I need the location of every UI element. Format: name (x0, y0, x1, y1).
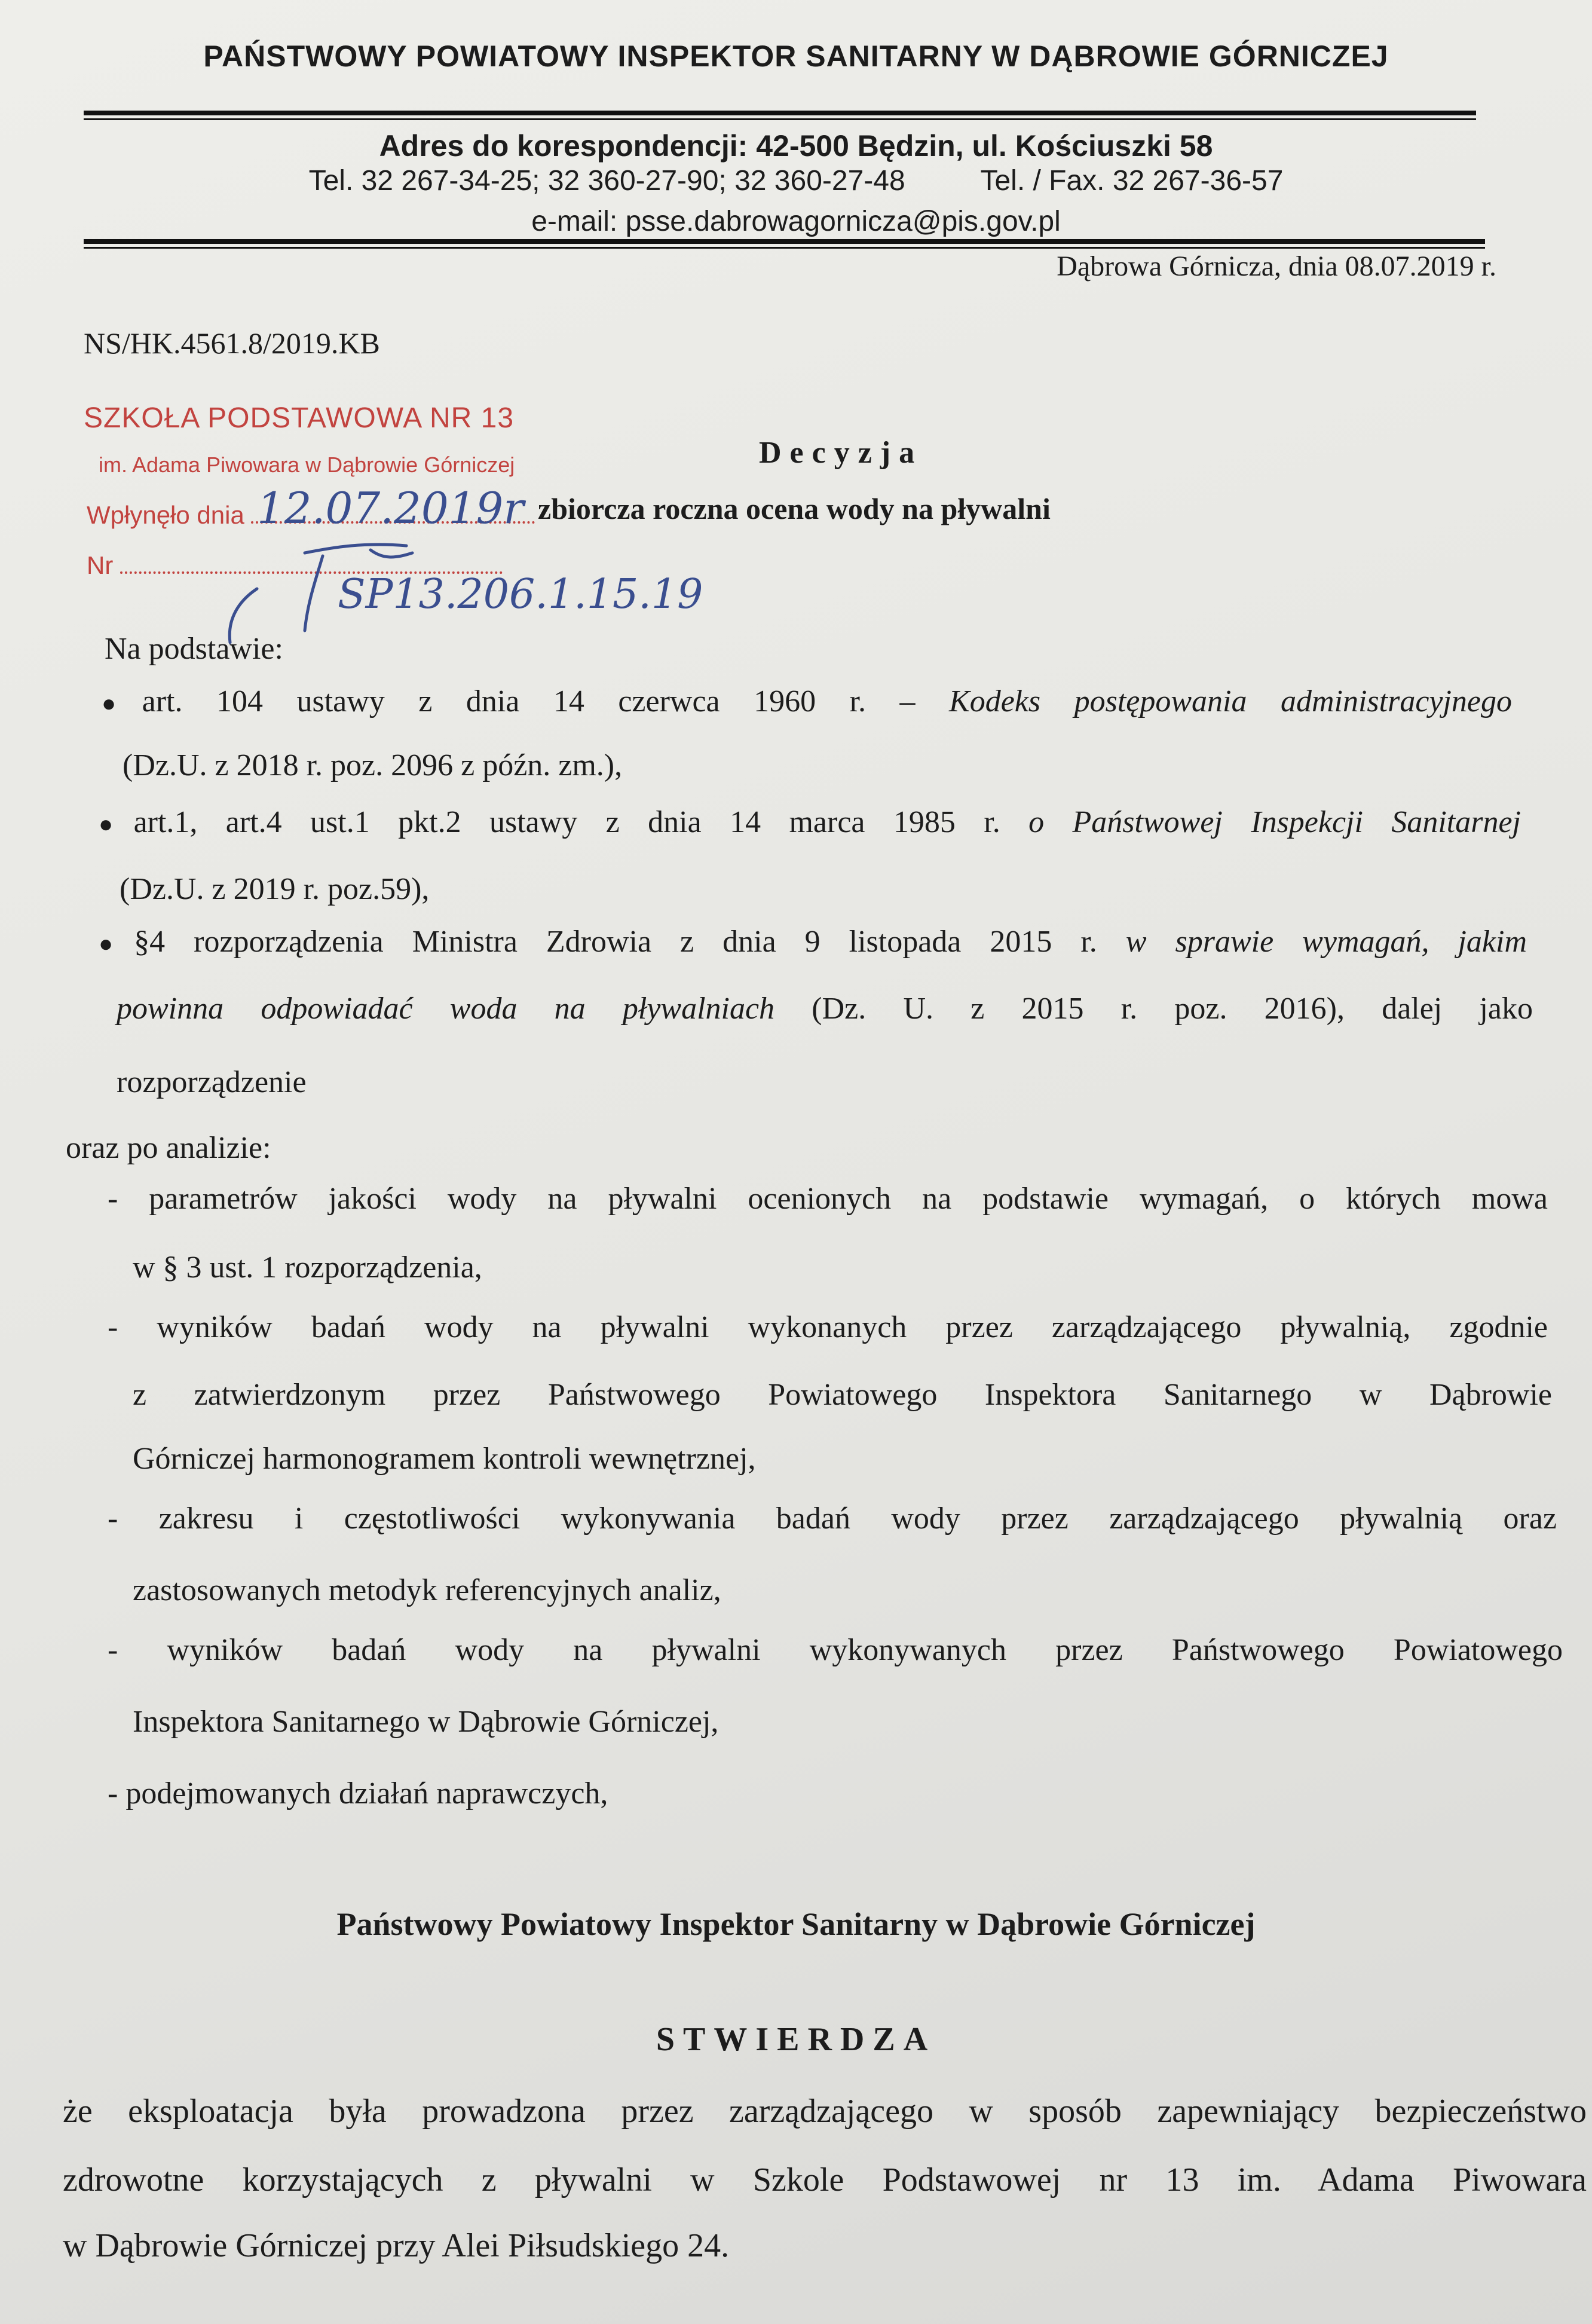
document-date: Dąbrowa Górnicza, dnia 08.07.2019 r. (1057, 250, 1496, 282)
analysis-item-1-line-1: - parametrów jakości wody na pływalni ocenionych na podstawie wymagań, o których mowa (108, 1182, 1548, 1216)
analysis-item-1-line-2: w § 3 ust. 1 rozporządzenia, (133, 1250, 482, 1285)
legal-basis-item-1-line-2: (Dz.U. z 2018 r. poz. 2096 z późn. zm.), (123, 748, 623, 782)
phone-numbers: Tel. 32 267-34-25; 32 360-27-90; 32 360-27-48 (308, 165, 905, 197)
stamp-school-patron: im. Adama Piwowara w Dąbrowie Górniczej (99, 452, 515, 477)
authority-title: PAŃSTWOWY POWIATOWY INSPEKTOR SANITARNY W DĄBROWIE GÓRNICZEJ (203, 39, 1389, 73)
issuing-authority: Państwowy Powiatowy Inspektor Sanitarny w Dąbrowie Górniczej (336, 1906, 1256, 1942)
legal-basis-item-1-line-1: ●art. 104 ustawy z dnia 14 czerwca 1960 r. – Kodeks postępowania administracyjnego (102, 684, 1513, 718)
analysis-intro: oraz po analizie: (66, 1131, 271, 1165)
legal-basis-intro: Na podstawie: (105, 632, 283, 666)
verdict-heading: STWIERDZA (656, 2021, 936, 2058)
legal-basis-item-3-line-3: rozporządzenie (117, 1065, 307, 1099)
analysis-item-4-line-2: Inspektora Sanitarnego w Dąbrowie Górniczej, (133, 1705, 719, 1739)
handwritten-reg-number: SP13.206.1.15.19 (338, 571, 703, 618)
header-rule-bottom (84, 239, 1485, 249)
verdict-line-1: że eksploatacja była prowadzona przez zarządzającego w sposób zapewniający bezpieczeństwo (63, 2093, 1587, 2130)
verdict-line-2: zdrowotne korzystających z pływalni w Szkole Podstawowej nr 13 im. Adama Piwowara (63, 2161, 1587, 2198)
analysis-item-2-line-3: Górniczej harmonogramem kontroli wewnętrznej, (133, 1442, 756, 1476)
decision-title: Decyzja (759, 436, 923, 470)
analysis-item-2-line-2: z zatwierdzonym przez Państwowego Powiatowego Inspektora Sanitarnego w Dąbrowie (133, 1378, 1552, 1412)
analysis-item-2-line-1: - wyników badań wody na pływalni wykonanych przez zarządzającego pływalnią, zgodnie (108, 1310, 1548, 1344)
verdict-line-3: w Dąbrowie Górniczej przy Alei Piłsudskiego 24. (63, 2227, 730, 2264)
header-rule-top (84, 111, 1476, 120)
reference-number: NS/HK.4561.8/2019.KB (84, 326, 380, 360)
stamp-school-name: SZKOŁA PODSTAWOWA NR 13 (84, 402, 515, 434)
analysis-item-5-line-1: - podejmowanych działań naprawczych, (108, 1776, 608, 1811)
analysis-item-3-line-1: - zakresu i częstotliwości wykonywania badań wody przez zarządzającego pływalnią oraz (108, 1502, 1557, 1536)
legal-basis-item-3-line-1: ●§4 rozporządzenia Ministra Zdrowia z dnia 9 listopada 2015 r. w sprawie wymagań, jakim (99, 925, 1527, 959)
stamp-received-label: Wpłynęło dnia (87, 501, 535, 530)
phone-line (0, 164, 1592, 197)
email-line: e-mail: psse.dabrowagornicza@pis.gov.pl (531, 206, 1061, 237)
legal-basis-item-3-line-2: powinna odpowiadać woda na pływalniach (Dz. U. z 2015 r. poz. 2016), dalej jako (117, 992, 1533, 1026)
analysis-item-3-line-2: zastosowanych metodyk referencyjnych analiz, (133, 1573, 721, 1607)
correspondence-address: Adres do korespondencji: 42-500 Będzin, ul. Kościuszki 58 (379, 129, 1213, 163)
legal-basis-item-2-line-1: ●art.1, art.4 ust.1 pkt.2 ustawy z dnia 14 marca 1985 r. o Państwowej Inspekcji Sanitarnej (99, 805, 1521, 839)
stamp-nr-label: Nr (87, 551, 503, 580)
legal-basis-item-2-line-2: (Dz.U. z 2019 r. poz.59), (120, 872, 430, 906)
handwritten-received-date: 12.07.2019r (257, 483, 524, 533)
decision-subtitle: zbiorcza roczna ocena wody na pływalni (538, 492, 1051, 525)
analysis-item-4-line-1: - wyników badań wody na pływalni wykonywanych przez Państwowego Powiatowego (108, 1633, 1563, 1667)
fax-number: Tel. / Fax. 32 267-36-57 (980, 165, 1284, 197)
